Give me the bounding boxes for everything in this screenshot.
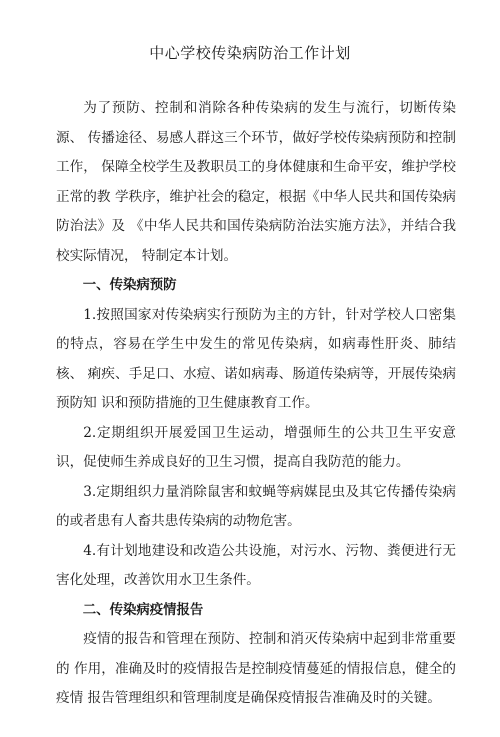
document-body	[56, 94, 456, 714]
section-heading-prevention: 一、传染病预防	[82, 278, 177, 293]
document-title: 中心学校传染病防治工作计划	[149, 44, 351, 62]
prevention-item-4: 4.有计划地建设和改造公共设施，对污水、污物、粪便进行无 害化处理，改善饮用水卫生条件。	[56, 542, 456, 588]
prevention-item-3: 3.定期组织力量消除鼠害和蚊蝇等病媒昆虫及其它传播传染病 的或者患有人畜共患传染病的动物危害。	[56, 483, 456, 529]
section-heading-reporting: 二、传染病疫情报告	[82, 602, 204, 618]
intro-paragraph: 为了预防、控制和消除各种传染病的发生与流行，切断传染源、 传播途径、易感人群这三个环节，做好学校传染病预防和控制工作， 保障全校学生及教职员工的身体健康和生命平安，维护学校正常的教 学秩序，维护社会的稳定，根据《中华人民共和国传染病防治法》及 《中华人民共和国传染病防治法实施方法》，并结合我校实际情况， 特制定本计划。	[56, 100, 456, 264]
reporting-paragraph: 疫情的报告和管理在预防、控制和消灭传染病中起到非常重要的 作用，准确及时的疫情报告是控制疫情蔓延的情报信息，健全的疫情 报告管理组织和管理制度是确保疫情报告准确及时的关键。	[56, 631, 456, 706]
prevention-item-1: 1.按照国家对传染病实行预防为主的方针，针对学校人口密集 的特点，容易在学生中发生的常见传染病，如病毒性肝炎、肺结核、 痢疾、手足口、水痘、诺如病毒、肠道传染病等，开展传染病预防知 识和预防措施的卫生健康教育工作。	[56, 306, 456, 411]
prevention-item-2: 2.定期组织开展爱国卫生运动，增强师生的公共卫生平安意识，促使师生养成良好的卫生习惯，提高自我防范的能力。	[56, 424, 456, 470]
